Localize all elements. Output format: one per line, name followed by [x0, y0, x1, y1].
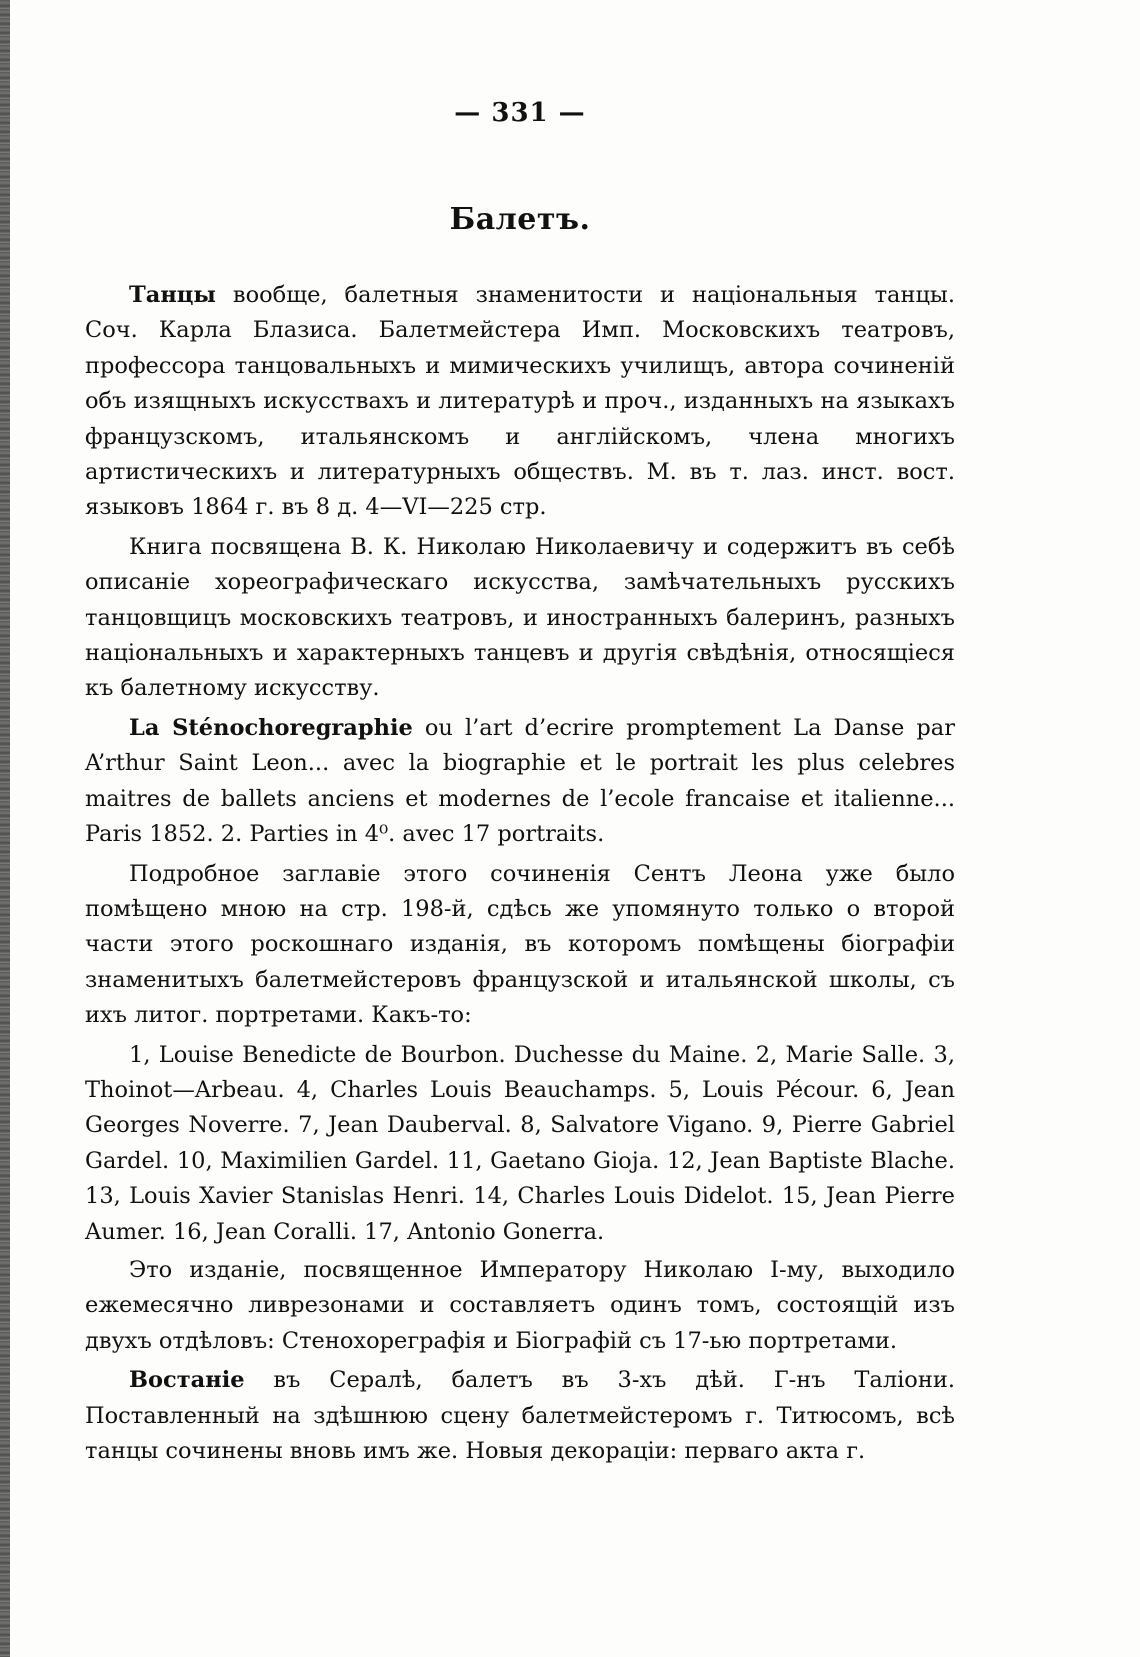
page-number: — 331 — — [454, 98, 586, 128]
paragraph-stenochoregraphie — [85, 711, 955, 853]
entry-text: 1, Louise Benedicte de Bourbon. Duchesse du Maine. 2, Marie Salle. 3, Thoinot—Arbeau. 4, Charles Louis Beauchamps. 5, Louis Pécour. 6, Jean Georges Noverre. 7, Jean Dauberval. 8, Salvatore Vigano. 9, Pierre Gabriel Gardel. 10, Maximilien Gardel. 11, Gaetano Gioja. 12, Jean Baptiste Blache. 13, Louis Xavier Stanislas Henri. 14, Charles Louis Didelot. 15, Jean Pierre Aumer. 16, Jean Coralli. 17, Antonio Gonerra. — [85, 1041, 955, 1245]
binding-edge — [0, 0, 10, 1657]
entry-text: Подробное заглавіе этого сочиненія Сентъ Леона уже было помѣщено мною на стр. 198-й, сдѣсь же упомянуто только о второй части этого роскошнаго изданія, въ которомъ помѣщены біографіи знаменитыхъ балетмейстеровъ французской и итальянской школы, съ ихъ литог. портретами. Какъ-то: — [85, 860, 955, 1029]
entry-text: въ Сералѣ, балетъ въ 3-хъ дѣй. Г-нъ Таліони. Поставленный на здѣшнюю сцену балетмейстеромъ г. Титюсомъ, всѣ танцы сочинены вновь имъ же. Новыя декораціи: перваго акта г. — [85, 1367, 955, 1464]
entry-lead-term: La Sténochoregraphie — [129, 714, 413, 741]
entry-text: Книга посвящена В. К. Николаю Николаевичу и содержитъ въ себѣ описаніе хореографическаго искусства, замѣчательныхъ русскихъ танцовщицъ московскихъ театровъ, и иностранныхъ балеринъ, разныхъ національныхъ и характерныхъ танцевъ и другія свѣдѣнія, относящіеся къ балетному искусству. — [85, 533, 955, 702]
section-title: Балетъ. — [449, 202, 591, 237]
entry-text: ou l’art d’ecrire promptement La Danse par A’rthur Saint Leon... avec la biographie et le portrait les plus celebres maitres de ballets anciens et modernes de l’ecole francaise et italienne... Paris 1852. 2. Parties in 4⁰. avec 17 portraits. — [85, 714, 955, 848]
body-text — [85, 278, 955, 1473]
entry-text: вообще, балетныя знаменитости и національныя танцы. Соч. Карла Блазиса. Балетмейстера Имп. Московскихъ театровъ, профессора танцовальныхъ и мимическихъ училищъ, автора сочиненій объ изящныхъ искусствахъ и литературѣ и проч., изданныхъ на языкахъ французскомъ, итальянскомъ и англійскомъ, члена многихъ артистическихъ и литературныхъ обществъ. М. въ т. лаз. инст. вост. языковъ 1864 г. въ 8 д. 4—VI—225 стр. — [85, 282, 955, 521]
entry-text: Это изданіе, посвященное Императору Николаю I-му, выходило ежемесячно ливрезонами и составляетъ одинъ томъ, состоящій изъ двухъ отдѣловъ: Стенохореграфія и Біографій съ 17-ью портретами. — [85, 1256, 955, 1354]
paragraph-portrait-list — [85, 1038, 955, 1250]
paragraph-title-note — [85, 857, 955, 1034]
paragraph-seraglio-ballet — [85, 1363, 955, 1469]
paragraph-dances — [85, 278, 955, 526]
entry-lead-term: Танцы — [129, 282, 216, 308]
paragraph-edition-note — [85, 1253, 955, 1359]
entry-lead-term: Востаніе — [129, 1367, 245, 1394]
paragraph-book-dedication — [85, 530, 955, 707]
